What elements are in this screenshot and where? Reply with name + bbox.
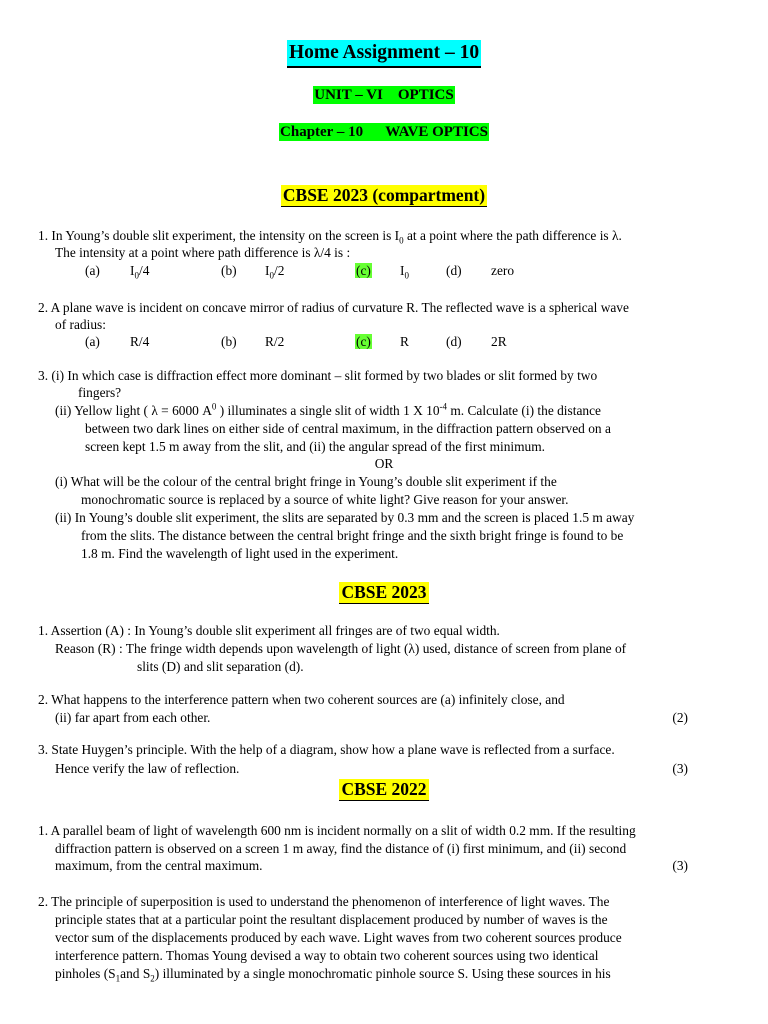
option-label: (d) (446, 334, 462, 349)
section-heading: CBSE 2023 (compartment) (282, 185, 486, 205)
question-line: between two dark lines on either side of central maximum, in the diffraction pattern observed on a (85, 421, 611, 436)
option-label: (a) (85, 334, 100, 349)
option-text: R (400, 334, 409, 349)
option-label: (b) (221, 334, 237, 349)
option-text: zero (491, 263, 515, 278)
section-heading-wrap (0, 582, 768, 604)
question-line: 2. A plane wave is incident on concave mirror of radius of curvature R. The reflected wave is a spherical wave (38, 300, 629, 315)
option-label-highlighted: (c) (356, 263, 371, 278)
or-separator: OR (374, 456, 394, 471)
question-line: maximum, from the central maximum. (55, 858, 263, 873)
question-line: interference pattern. Thomas Young devised a way to obtain two coherent sources using two identical (55, 948, 599, 963)
option-text: 2R (491, 334, 507, 349)
option-text: $I_0$ (400, 263, 409, 281)
question-line: vector sum of the displacements produced by each wave. Light waves from two coherent sources produce (55, 930, 622, 945)
question-line: (ii) Yellow light ( λ = 6000 $A^0$ ) illuminates a single slit of width 1 X $10^{-4}$ m. Calculate (i) the distance (55, 401, 601, 418)
page-title: Home Assignment – 10 (287, 40, 481, 68)
marks-label: (2) (672, 710, 688, 725)
question-line: Reason (R) : The fringe width depends upon wavelength of light (λ) used, distance of screen from plane of (55, 641, 627, 656)
option-text: R/2 (265, 334, 285, 349)
chapter-heading: Chapter – 10 WAVE OPTICS (280, 124, 488, 140)
question-line: pinholes ($S_1and$ $S_2$) illuminated by a single monochromatic pinhole source S. Using these sources in his (55, 966, 611, 984)
question-line: 2. What happens to the interference pattern when two coherent sources are (a) infinitely close, and (38, 692, 565, 707)
page-title-wrap (0, 40, 768, 68)
option-label: (d) (446, 263, 462, 278)
option-label-highlighted: (c) (356, 334, 371, 349)
question-line: (ii) In Young’s double slit experiment, the slits are separated by 0.3 mm and the screen is placed 1.5 m away (55, 510, 635, 525)
section-heading-wrap (0, 185, 768, 207)
question-line: 3. State Huygen’s principle. With the help of a diagram, show how a plane wave is reflected from a surface. (38, 742, 615, 757)
option-text: R/4 (130, 334, 150, 349)
question-line: 1.8 m. Find the wavelength of light used in the experiment. (81, 546, 399, 561)
question-line: 1. Assertion (A) : In Young’s double slit experiment all fringes are of two equal width. (38, 623, 500, 638)
question-line: 1. In Young’s double slit experiment, the intensity on the screen is $I_0$ at a point where the path difference is λ. (38, 228, 622, 246)
question-line: fingers? (78, 385, 122, 400)
section-heading-wrap (0, 779, 768, 801)
question-line: 3. (i) In which case is diffraction effect more dominant – slit formed by two blades or slit formed by two (38, 368, 598, 383)
question-line: screen kept 1.5 m away from the slit, and (ii) the angular spread of the first minimum. (85, 439, 545, 454)
question-line: 1. A parallel beam of light of wavelength 600 nm is incident normally on a slit of width 0.2 mm. If the resulting (38, 823, 636, 838)
question-line: Hence verify the law of reflection. (55, 761, 240, 776)
question-line: principle states that at a particular point the resultant displacement produced by number of waves is the (55, 912, 608, 927)
question-line: The intensity at a point where path difference is λ/4 is : (55, 245, 351, 260)
option-label: (a) (85, 263, 100, 278)
question-line: monochromatic source is replaced by a source of white light? Give reason for your answer. (81, 492, 569, 507)
option-text: $I_0/2$ (265, 263, 285, 281)
question-line: (i) What will be the colour of the central bright fringe in Young’s double slit experiment if the (55, 474, 557, 489)
question-line: from the slits. The distance between the central bright fringe and the sixth bright fringe is found to be (81, 528, 624, 543)
option-text: $I_0/4$ (130, 263, 150, 281)
marks-label: (3) (672, 858, 688, 873)
question-line: of radius: (55, 317, 106, 332)
marks-label: (3) (672, 761, 688, 776)
chapter-heading-wrap (0, 123, 768, 141)
question-line: diffraction pattern is observed on a screen 1 m away, find the distance of (i) first minimum, and (ii) second (55, 841, 627, 856)
question-line: 2. The principle of superposition is used to understand the phenomenon of interference of light waves. The (38, 894, 610, 909)
unit-heading: UNIT – VI OPTICS (314, 87, 454, 103)
question-line: (ii) far apart from each other. (55, 710, 211, 725)
section-heading: CBSE 2022 (341, 779, 427, 799)
unit-heading-wrap (0, 86, 768, 104)
option-label: (b) (221, 263, 237, 278)
question-line: slits (D) and slit separation (d). (137, 659, 304, 674)
section-heading: CBSE 2023 (341, 582, 427, 602)
